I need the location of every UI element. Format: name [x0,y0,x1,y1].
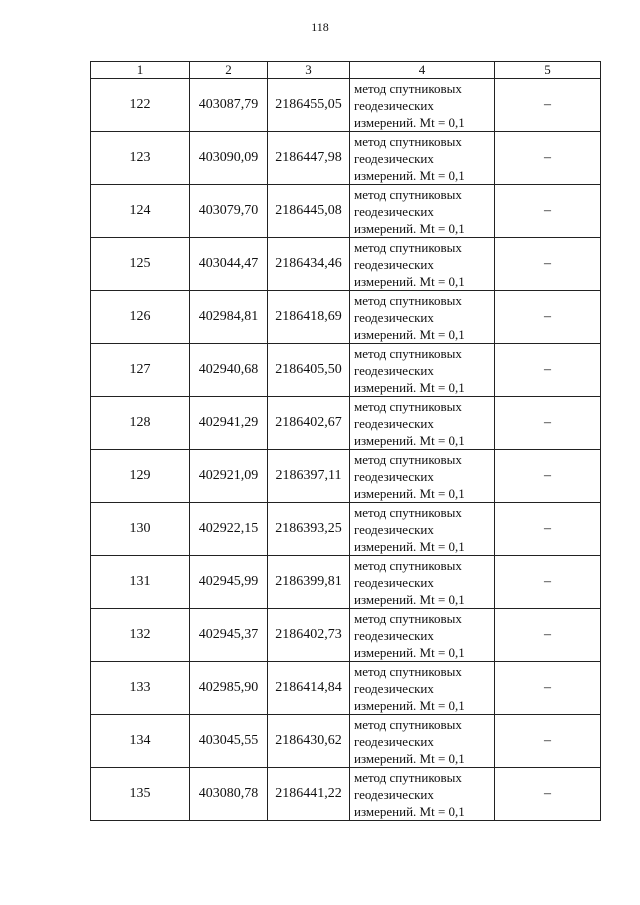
x-coordinate-cell: 402940,68 [190,344,268,397]
method-line: геодезических [354,680,434,696]
y-coordinate-cell: 2186393,25 [268,503,350,556]
x-coordinate-cell: 402984,81 [190,291,268,344]
note-cell: – [495,556,601,609]
method-line: метод спутниковых [354,451,462,467]
header-row [91,62,601,79]
method-line: метод спутниковых [354,345,462,361]
method-line: метод спутниковых [354,186,462,202]
note-cell: – [495,344,601,397]
table-row [91,609,601,662]
method-cell [350,79,495,132]
table-row [91,79,601,132]
method-cell [350,238,495,291]
method-line: метод спутниковых [354,663,462,679]
y-coordinate-cell: 2186414,84 [268,662,350,715]
note-cell: – [495,450,601,503]
note-cell: – [495,185,601,238]
table-header [91,62,601,79]
table-row [91,662,601,715]
y-coordinate-cell: 2186397,11 [268,450,350,503]
method-line: метод спутниковых [354,504,462,520]
method-line: измерений. Mt = 0,1 [354,432,465,448]
method-line: измерений. Mt = 0,1 [354,167,465,183]
method-line: метод спутниковых [354,557,462,573]
page-number: 118 [311,20,329,34]
table-body [91,79,601,821]
method-line: измерений. Mt = 0,1 [354,485,465,501]
method-cell [350,185,495,238]
x-coordinate-cell: 403045,55 [190,715,268,768]
x-coordinate-cell: 402945,37 [190,609,268,662]
point-number-cell: 132 [91,609,190,662]
note-cell: – [495,397,601,450]
method-line: измерений. Mt = 0,1 [354,591,465,607]
method-line: измерений. Mt = 0,1 [354,273,465,289]
point-number-cell: 134 [91,715,190,768]
method-line: геодезических [354,786,434,802]
y-coordinate-cell: 2186402,73 [268,609,350,662]
y-coordinate-cell: 2186441,22 [268,768,350,821]
point-number-cell: 130 [91,503,190,556]
note-cell: – [495,503,601,556]
method-line: измерений. Mt = 0,1 [354,538,465,554]
note-cell: – [495,662,601,715]
x-coordinate-cell: 403080,78 [190,768,268,821]
method-line: геодезических [354,309,434,325]
y-coordinate-cell: 2186402,67 [268,397,350,450]
coordinates-table [90,61,601,821]
x-coordinate-cell: 402945,99 [190,556,268,609]
note-cell: – [495,291,601,344]
table-row [91,132,601,185]
method-line: метод спутниковых [354,292,462,308]
method-cell [350,344,495,397]
method-line: геодезических [354,150,434,166]
point-number-cell: 126 [91,291,190,344]
method-cell [350,503,495,556]
point-number-cell: 131 [91,556,190,609]
method-line: геодезических [354,468,434,484]
note-cell: – [495,79,601,132]
note-cell: – [495,238,601,291]
point-number-cell: 133 [91,662,190,715]
method-line: геодезических [354,415,434,431]
method-line: метод спутниковых [354,769,462,785]
header-cell-4: 4 [350,62,495,79]
method-line: измерений. Mt = 0,1 [354,697,465,713]
method-line: измерений. Mt = 0,1 [354,220,465,236]
point-number-cell: 125 [91,238,190,291]
x-coordinate-cell: 403044,47 [190,238,268,291]
table-row [91,344,601,397]
method-line: измерений. Mt = 0,1 [354,379,465,395]
method-line: геодезических [354,733,434,749]
method-line: измерений. Mt = 0,1 [354,114,465,130]
method-cell [350,132,495,185]
method-cell [350,397,495,450]
method-line: метод спутниковых [354,80,462,96]
header-cell-3: 3 [268,62,350,79]
method-line: измерений. Mt = 0,1 [354,644,465,660]
x-coordinate-cell: 403090,09 [190,132,268,185]
table-row [91,185,601,238]
method-line: геодезических [354,203,434,219]
point-number-cell: 124 [91,185,190,238]
header-cell-1: 1 [91,62,190,79]
x-coordinate-cell: 402941,29 [190,397,268,450]
method-line: метод спутниковых [354,133,462,149]
method-cell [350,609,495,662]
table-row [91,238,601,291]
method-cell [350,768,495,821]
y-coordinate-cell: 2186447,98 [268,132,350,185]
x-coordinate-cell: 402922,15 [190,503,268,556]
point-number-cell: 123 [91,132,190,185]
table-row [91,397,601,450]
note-cell: – [495,609,601,662]
method-line: геодезических [354,362,434,378]
point-number-cell: 135 [91,768,190,821]
y-coordinate-cell: 2186430,62 [268,715,350,768]
method-line: метод спутниковых [354,716,462,732]
method-line: геодезических [354,574,434,590]
y-coordinate-cell: 2186399,81 [268,556,350,609]
point-number-cell: 122 [91,79,190,132]
x-coordinate-cell: 403079,70 [190,185,268,238]
x-coordinate-cell: 403087,79 [190,79,268,132]
x-coordinate-cell: 402921,09 [190,450,268,503]
method-line: измерений. Mt = 0,1 [354,803,465,819]
method-line: метод спутниковых [354,239,462,255]
method-cell [350,556,495,609]
method-line: геодезических [354,256,434,272]
y-coordinate-cell: 2186434,46 [268,238,350,291]
point-number-cell: 127 [91,344,190,397]
note-cell: – [495,715,601,768]
method-cell [350,662,495,715]
header-cell-2: 2 [190,62,268,79]
method-line: измерений. Mt = 0,1 [354,750,465,766]
table-row [91,450,601,503]
y-coordinate-cell: 2186405,50 [268,344,350,397]
point-number-cell: 129 [91,450,190,503]
method-line: геодезических [354,627,434,643]
note-cell: – [495,768,601,821]
method-cell [350,715,495,768]
method-line: метод спутниковых [354,398,462,414]
method-line: геодезических [354,521,434,537]
header-cell-5: 5 [495,62,601,79]
table-row [91,556,601,609]
note-cell: – [495,132,601,185]
point-number-cell: 128 [91,397,190,450]
method-line: измерений. Mt = 0,1 [354,326,465,342]
y-coordinate-cell: 2186455,05 [268,79,350,132]
table-row [91,291,601,344]
y-coordinate-cell: 2186418,69 [268,291,350,344]
table-row [91,503,601,556]
method-cell [350,291,495,344]
method-cell [350,450,495,503]
method-line: геодезических [354,97,434,113]
x-coordinate-cell: 402985,90 [190,662,268,715]
y-coordinate-cell: 2186445,08 [268,185,350,238]
method-line: метод спутниковых [354,610,462,626]
table-row [91,715,601,768]
table-row [91,768,601,821]
